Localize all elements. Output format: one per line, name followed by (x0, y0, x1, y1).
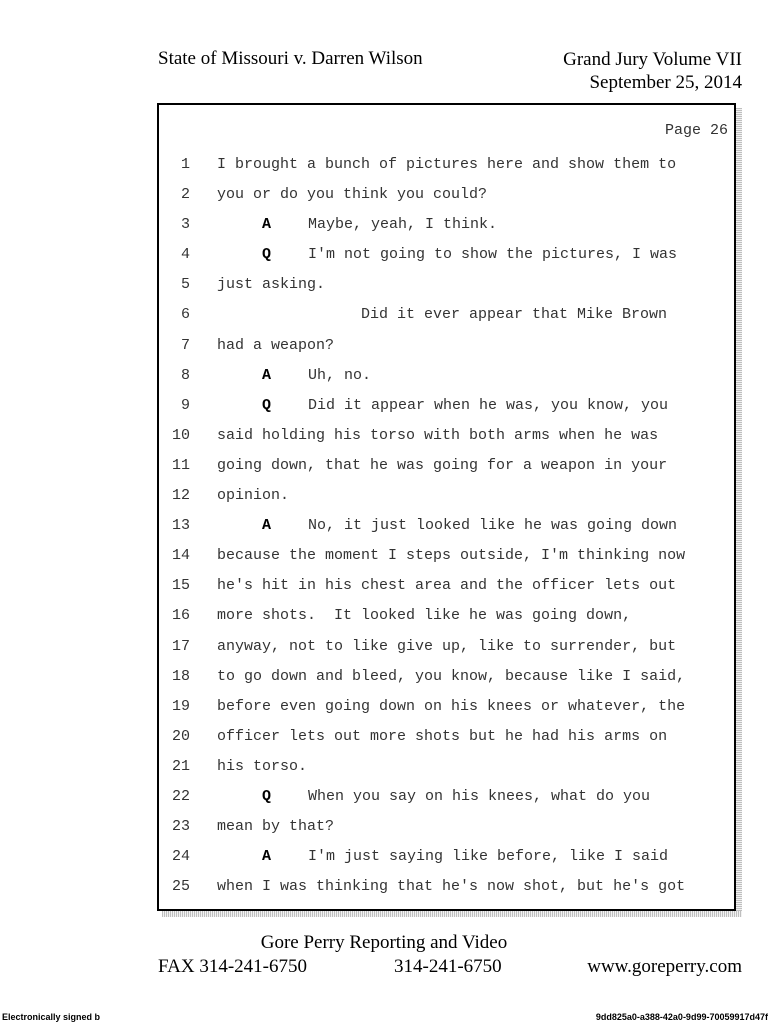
line-text-wrap (217, 481, 289, 511)
line-text-wrap (217, 872, 685, 902)
line-text: I'm just saying like before, like I said (308, 848, 669, 866)
line-text: had a weapon? (217, 336, 335, 354)
transcript-line (159, 180, 734, 210)
line-text-wrap (262, 240, 677, 270)
transcript-line (159, 210, 734, 240)
line-text-wrap (217, 662, 685, 692)
line-text: I brought a bunch of pictures here and show them to (217, 156, 677, 173)
line-number: 13 (171, 517, 190, 535)
line-text-wrap (217, 722, 667, 752)
speaker-label: A (262, 216, 272, 234)
line-text: Uh, no. (308, 366, 372, 384)
transcript-line (159, 150, 734, 180)
line-text-wrap (217, 632, 676, 662)
transcript-page (157, 103, 736, 911)
line-text: I'm not going to show the pictures, I was (308, 246, 678, 264)
line-text: anyway, not to like give up, like to surrender, but (217, 637, 677, 655)
line-text: just asking. (217, 276, 326, 294)
frame-shadow-right (736, 108, 742, 917)
line-number: 6 (180, 306, 190, 324)
line-text: his torso. (217, 757, 308, 775)
speaker-label: A (262, 517, 272, 535)
line-number: 18 (171, 667, 190, 685)
line-text: Maybe, yeah, I think. (308, 216, 498, 234)
transcript-line (159, 451, 734, 481)
transcript-line (159, 692, 734, 722)
esign-hash: 9dd825a0-a388-42a0-9d99-70059917d47f (595, 1012, 768, 1022)
esign-left: Electronically signed b (2, 1012, 101, 1022)
line-number: 1 (180, 156, 190, 173)
line-text: Did it appear when he was, you know, you (308, 396, 669, 414)
speaker-label: Q (262, 396, 272, 414)
line-text: because the moment I steps outside, I'm thinking now (217, 547, 686, 565)
transcript-line (159, 601, 734, 631)
line-number: 15 (171, 577, 190, 595)
line-text-wrap (217, 270, 325, 300)
footer-company: Gore Perry Reporting and Video (260, 932, 508, 953)
line-text: Did it ever appear that Mike Brown (361, 306, 668, 324)
line-text: officer lets out more shots but he had his arms on (217, 727, 668, 745)
line-number: 21 (171, 757, 190, 775)
transcript-line (159, 842, 734, 872)
line-number: 19 (171, 697, 190, 715)
line-text-wrap (217, 541, 685, 571)
line-number: 11 (171, 456, 190, 474)
line-text-wrap (262, 782, 650, 812)
line-text: mean by that? (217, 818, 335, 836)
line-text-wrap (262, 842, 668, 872)
speaker-label: Q (262, 787, 272, 805)
line-text-wrap (361, 300, 667, 330)
line-text: said holding his torso with both arms when he was (217, 426, 659, 444)
volume-label: Grand Jury Volume VII (563, 49, 742, 70)
transcript-line (159, 812, 734, 842)
transcript-line (159, 541, 734, 571)
line-number: 2 (180, 186, 190, 204)
line-number: 22 (171, 787, 190, 805)
line-text-wrap (262, 361, 371, 391)
line-number: 3 (180, 216, 190, 234)
line-number: 20 (171, 727, 190, 745)
line-number: 7 (180, 336, 190, 354)
transcript-line (159, 632, 734, 662)
transcript-line (159, 571, 734, 601)
transcript-lines (159, 150, 734, 902)
line-text: before even going down on his knees or whatever, the (217, 697, 686, 715)
line-text-wrap (217, 150, 676, 180)
volume-date-block (563, 48, 742, 94)
case-title: State of Missouri v. Darren Wilson (158, 48, 423, 69)
transcript-line (159, 722, 734, 752)
line-text: when I was thinking that he's now shot, but he's got (217, 878, 686, 896)
line-text: opinion. (217, 487, 290, 505)
frame-shadow-bottom (162, 911, 742, 917)
line-text-wrap (217, 601, 631, 631)
transcript-line (159, 782, 734, 812)
speaker-label: A (262, 366, 272, 384)
line-text-wrap (262, 391, 668, 421)
speaker-label: A (262, 848, 272, 866)
transcript-line (159, 872, 734, 902)
line-number: 10 (171, 426, 190, 444)
line-number: 12 (171, 487, 190, 505)
transcript-line (159, 752, 734, 782)
line-text-wrap (217, 331, 334, 361)
line-number: 9 (180, 396, 190, 414)
transcript-line (159, 361, 734, 391)
footer-fax: FAX 314-241-6750 (158, 956, 308, 977)
transcript-line (159, 662, 734, 692)
line-text-wrap (217, 421, 658, 451)
transcript-line (159, 391, 734, 421)
transcript-line (159, 421, 734, 451)
line-text: more shots. It looked like he was going down, (217, 607, 632, 625)
line-text-wrap (217, 692, 685, 722)
transcript-line (159, 481, 734, 511)
transcript-line (159, 270, 734, 300)
page-number: Page 26 (664, 122, 728, 139)
speaker-label: Q (262, 246, 272, 264)
line-text-wrap (217, 812, 334, 842)
hearing-date: September 25, 2014 (589, 72, 742, 93)
line-text-wrap (217, 752, 307, 782)
line-text: to go down and bleed, you know, because like I said, (217, 667, 686, 685)
line-number: 23 (171, 818, 190, 836)
line-number: 4 (180, 246, 190, 264)
line-text: When you say on his knees, what do you (308, 787, 651, 805)
line-text: you or do you think you could? (217, 186, 488, 204)
line-number: 14 (171, 547, 190, 565)
line-number: 16 (171, 607, 190, 625)
footer-website: www.goreperry.com (587, 956, 742, 977)
line-text: he's hit in his chest area and the officer lets out (217, 577, 677, 595)
transcript-line (159, 240, 734, 270)
transcript-line (159, 511, 734, 541)
transcript-line (159, 331, 734, 361)
line-number: 24 (171, 848, 190, 866)
line-text-wrap (262, 511, 677, 541)
line-text-wrap (217, 451, 667, 481)
line-number: 8 (180, 366, 190, 384)
line-text: No, it just looked like he was going down (308, 517, 678, 535)
line-text-wrap (262, 210, 497, 240)
footer-phone: 314-241-6750 (394, 956, 502, 977)
transcript-line (159, 300, 734, 330)
line-text-wrap (217, 571, 676, 601)
line-number: 25 (171, 878, 190, 896)
line-number: 5 (180, 276, 190, 294)
line-number: 17 (171, 637, 190, 655)
line-text-wrap (217, 180, 487, 210)
line-text: going down, that he was going for a weapon in your (217, 456, 668, 474)
